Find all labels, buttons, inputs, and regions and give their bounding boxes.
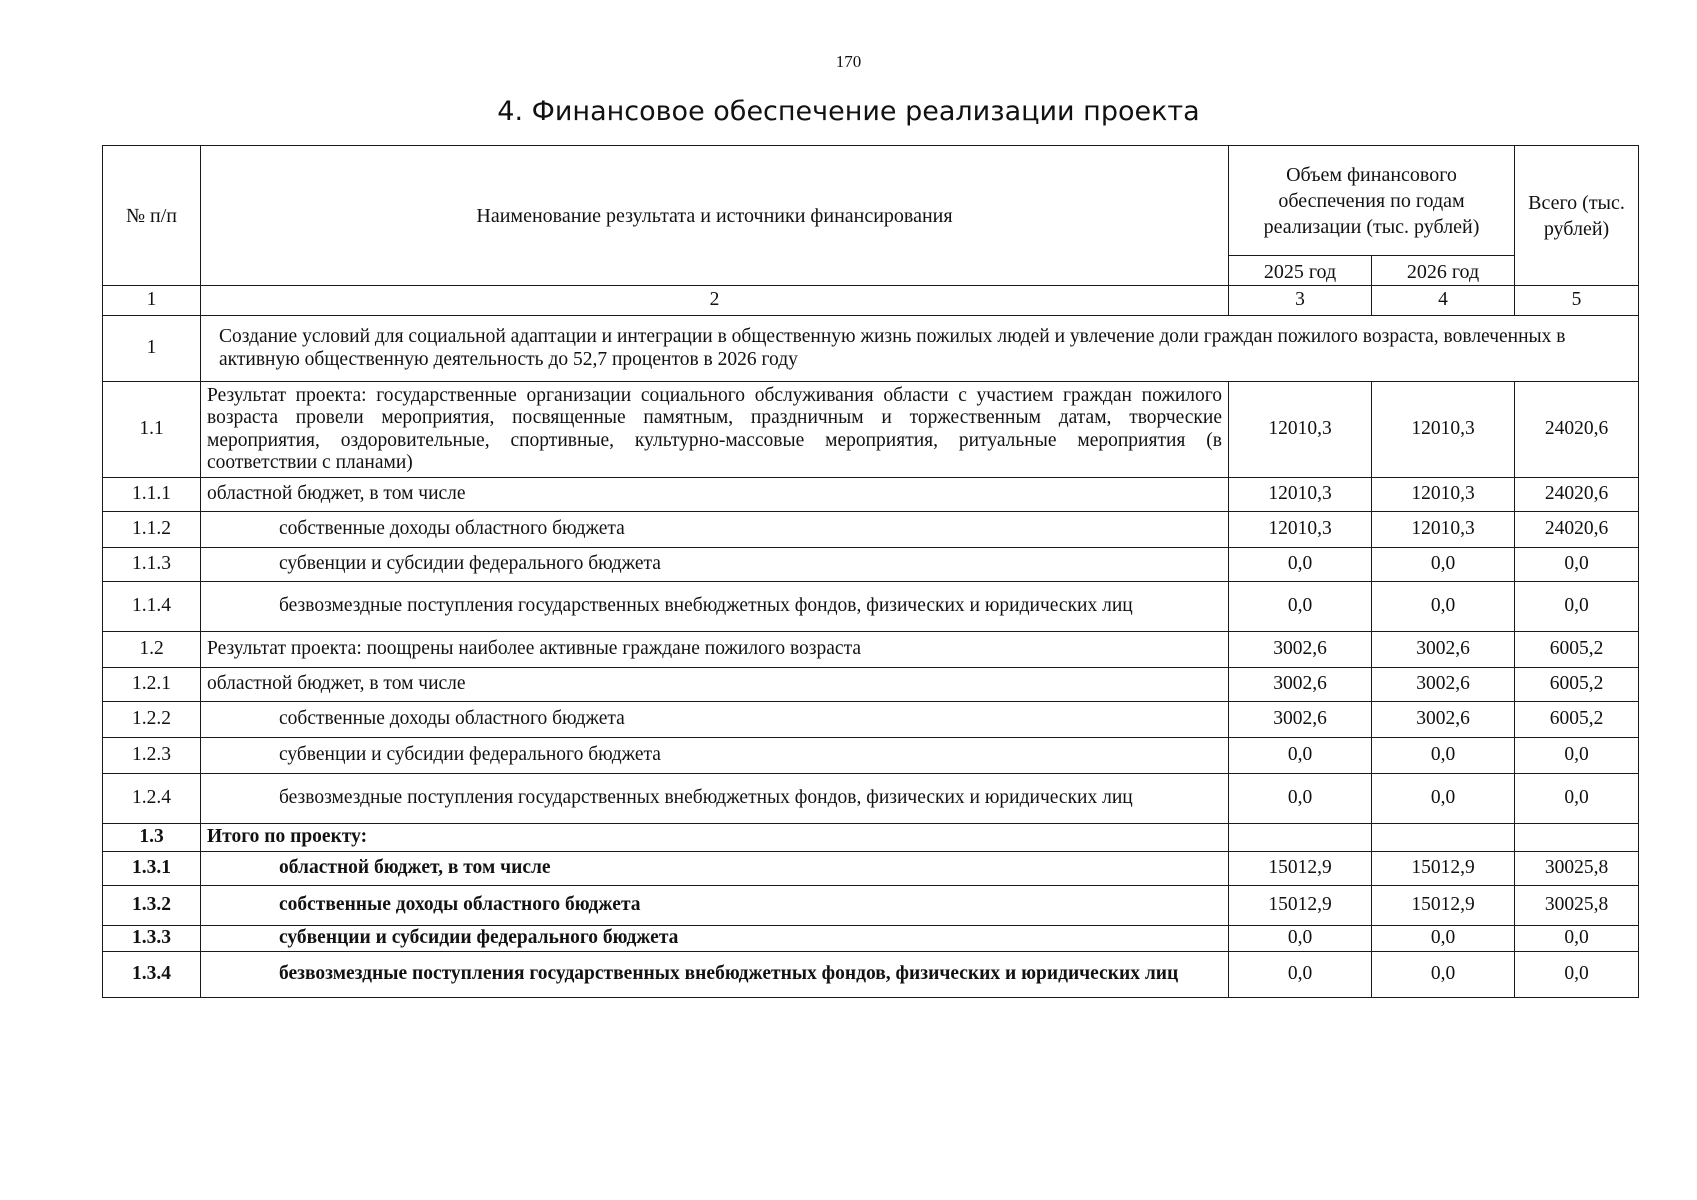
header-volume: Объем финансового обеспечения по годам реализации (тыс. рублей) — [1229, 146, 1515, 256]
value-total: 0,0 — [1515, 582, 1639, 632]
row-name: собственные доходы областного бюджета — [201, 702, 1229, 738]
value-2026: 0,0 — [1372, 774, 1515, 824]
value-total: 6005,2 — [1515, 632, 1639, 668]
value-total: 0,0 — [1515, 738, 1639, 774]
value-2025: 12010,3 — [1229, 512, 1372, 548]
row-number: 1.1.4 — [103, 582, 201, 632]
value-2025: 3002,6 — [1229, 632, 1372, 668]
table-row — [103, 582, 1639, 632]
row-name: безвозмездные поступления государственных внебюджетных фондов, физических и юридических лиц — [201, 952, 1229, 998]
value-2025: 15012,9 — [1229, 886, 1372, 926]
index-cell: 1 — [103, 286, 201, 316]
value-2026: 12010,3 — [1372, 382, 1515, 478]
value-2025: 15012,9 — [1229, 852, 1372, 886]
value-2025: 0,0 — [1229, 952, 1372, 998]
table-row — [103, 926, 1639, 952]
value-total: 0,0 — [1515, 548, 1639, 582]
header-total: Всего (тыс. рублей) — [1515, 146, 1639, 286]
row-name: областной бюджет, в том числе — [201, 668, 1229, 702]
header-name: Наименование результата и источники финансирования — [201, 146, 1229, 286]
row-name: субвенции и субсидии федерального бюджета — [201, 548, 1229, 582]
value-2025 — [1229, 824, 1372, 852]
row-number: 1.3.4 — [103, 952, 201, 998]
row-name: субвенции и субсидии федерального бюджета — [201, 738, 1229, 774]
row-number: 1.3.2 — [103, 886, 201, 926]
table-row — [103, 824, 1639, 852]
row-number: 1.1.3 — [103, 548, 201, 582]
value-2026: 3002,6 — [1372, 668, 1515, 702]
value-2025: 3002,6 — [1229, 668, 1372, 702]
value-2026: 3002,6 — [1372, 702, 1515, 738]
row-name: областной бюджет, в том числе — [201, 852, 1229, 886]
value-2026 — [1372, 824, 1515, 852]
row-name: Результат проекта: государственные организации социального обслуживания области с участием граждан пожилого возраста провели мероприятия, посвященные памятным, праздничным и торжественным датам, творческие мероприятия, оздоровительные, спортивные, культурно-массовые мероприятия, ритуальные мероприятия (в соответствии с планами) — [201, 382, 1229, 478]
table-row — [103, 886, 1639, 926]
document-title: 4. Финансовое обеспечение реализации проекта — [497, 96, 1200, 127]
table-row — [103, 382, 1639, 478]
row-number: 1.2.4 — [103, 774, 201, 824]
value-total: 24020,6 — [1515, 512, 1639, 548]
value-total: 30025,8 — [1515, 886, 1639, 926]
table-row — [103, 738, 1639, 774]
value-2025: 12010,3 — [1229, 478, 1372, 512]
value-2025: 0,0 — [1229, 738, 1372, 774]
financing-table — [102, 145, 1639, 998]
row-name: безвозмездные поступления государственных внебюджетных фондов, физических и юридических лиц — [201, 582, 1229, 632]
value-2025: 0,0 — [1229, 548, 1372, 582]
value-total: 30025,8 — [1515, 852, 1639, 886]
value-2026: 12010,3 — [1372, 512, 1515, 548]
row-number: 1.3.3 — [103, 926, 201, 952]
row-name: областной бюджет, в том числе — [201, 478, 1229, 512]
row-number: 1.3.1 — [103, 852, 201, 886]
row-name: субвенции и субсидии федерального бюджета — [201, 926, 1229, 952]
section-text: Создание условий для социальной адаптации и интеграции в общественную жизнь пожилых людей и увлечение доли граждан пожилого возраста, вовлеченных в активную общественную деятельность до 52,7 процентов в 2026 году — [201, 316, 1639, 382]
table-row — [103, 852, 1639, 886]
value-total: 6005,2 — [1515, 702, 1639, 738]
section-num: 1 — [103, 316, 201, 382]
row-number: 1.2.1 — [103, 668, 201, 702]
value-2026: 0,0 — [1372, 926, 1515, 952]
value-2026: 12010,3 — [1372, 478, 1515, 512]
index-cell: 3 — [1229, 286, 1372, 316]
value-2026: 0,0 — [1372, 582, 1515, 632]
value-total — [1515, 824, 1639, 852]
row-number: 1.1 — [103, 382, 201, 478]
row-number: 1.2.3 — [103, 738, 201, 774]
header-year-2025: 2025 год — [1229, 256, 1372, 286]
row-name: Итого по проекту: — [201, 824, 1229, 852]
table-row — [103, 478, 1639, 512]
table-row — [103, 632, 1639, 668]
row-number: 1.2 — [103, 632, 201, 668]
table-row — [103, 774, 1639, 824]
value-2026: 15012,9 — [1372, 886, 1515, 926]
table-row — [103, 668, 1639, 702]
row-name: собственные доходы областного бюджета — [201, 512, 1229, 548]
header-year-2026: 2026 год — [1372, 256, 1515, 286]
value-total: 0,0 — [1515, 774, 1639, 824]
row-number: 1.1.1 — [103, 478, 201, 512]
index-cell: 5 — [1515, 286, 1639, 316]
index-cell: 2 — [201, 286, 1229, 316]
table-row — [103, 512, 1639, 548]
row-name: Результат проекта: поощрены наиболее активные граждане пожилого возраста — [201, 632, 1229, 668]
row-name: безвозмездные поступления государственных внебюджетных фондов, физических и юридических лиц — [201, 774, 1229, 824]
index-cell: 4 — [1372, 286, 1515, 316]
row-name: собственные доходы областного бюджета — [201, 886, 1229, 926]
value-total: 0,0 — [1515, 926, 1639, 952]
table-row — [103, 952, 1639, 998]
header-num: № п/п — [103, 146, 201, 286]
value-total: 0,0 — [1515, 952, 1639, 998]
page-number: 170 — [835, 52, 862, 71]
value-2025: 12010,3 — [1229, 382, 1372, 478]
table-row — [103, 702, 1639, 738]
value-2026: 0,0 — [1372, 952, 1515, 998]
value-2025: 0,0 — [1229, 774, 1372, 824]
value-2026: 0,0 — [1372, 548, 1515, 582]
value-2026: 0,0 — [1372, 738, 1515, 774]
row-number: 1.1.2 — [103, 512, 201, 548]
value-2026: 15012,9 — [1372, 852, 1515, 886]
row-number: 1.2.2 — [103, 702, 201, 738]
value-total: 24020,6 — [1515, 478, 1639, 512]
value-2026: 3002,6 — [1372, 632, 1515, 668]
value-total: 24020,6 — [1515, 382, 1639, 478]
value-2025: 0,0 — [1229, 582, 1372, 632]
table-row — [103, 548, 1639, 582]
row-number: 1.3 — [103, 824, 201, 852]
value-2025: 0,0 — [1229, 926, 1372, 952]
value-2025: 3002,6 — [1229, 702, 1372, 738]
value-total: 6005,2 — [1515, 668, 1639, 702]
